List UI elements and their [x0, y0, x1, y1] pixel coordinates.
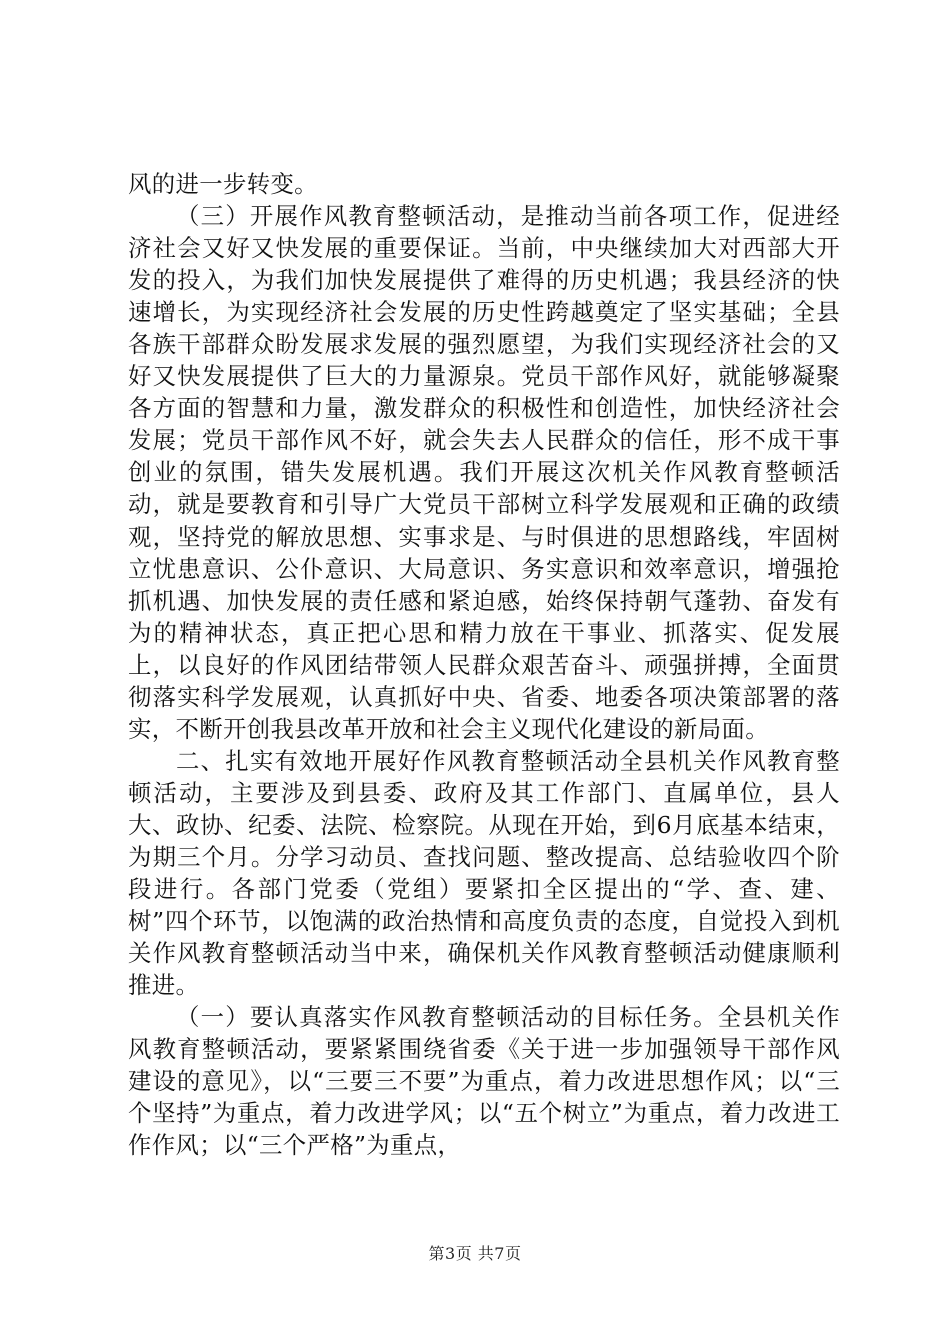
- paragraph-continuation: 风的进一步转变。: [128, 170, 318, 198]
- paragraph-section-three: （三）开展作风教育整顿活动，是推动当前各项工作，促进经济社会又好又快发展的重要保证。当前，中央继续加大对西部大开发的投入，为我们加快发展提供了难得的历史机遇；我县经济的快速增长，为实现经济社会发展的历史性跨越奠定了坚实基础；全县各族干部群众盼发展求发展的强烈愿望，为我们实现经济社会的又好又快发展提供了巨大的力量源泉。党员干部作风好，就能够凝聚各方面的智慧和力量，激发群众的积极性和创造性，加快经济社会发展；党员干部作风不好，就会失去人民群众的信任，形不成干事创业的氛围，错失发展机遇。我们开展这次机关作风教育整顿活动，就是要教育和引导广大党员干部树立科学发展观和正确的政绩观，坚持党的解放思想、实事求是、与时俱进的思想路线，牢固树立忧患意识、公仆意识、大局意识、务实意识和效率意识，增强抢抓机遇、加快发展的责任感和紧迫感，始终保持朝气蓬勃、奋发有为的精神状态，真正把心思和精力放在干事业、抓落实、促发展上，以良好的作风团结带领人民群众艰苦奋斗、顽强拼搏，全面贯彻落实科学发展观，认真抓好中央、省委、地委各项决策部署的落实，不断开创我县改革开放和社会主义现代化建设的新局面。: [128, 202, 840, 743]
- document-body: [128, 168, 840, 1161]
- paragraph-subsection-one: （一）要认真落实作风教育整顿活动的目标任务。全县机关作风教育整顿活动，要紧紧围绕省委《关于进一步加强领导干部作风建设的意见》，以“三要三不要”为重点，着力改进思想作风；以“三个坚持”为重点，着力改进学风；以“五个树立”为重点，着力改进工作作风；以“三个严格”为重点，: [128, 1003, 840, 1160]
- paragraph-section-two-heading: 二、扎实有效地开展好作风教育整顿活动全县机关作风教育整顿活动，主要涉及到县委、政府及其工作部门、直属单位，县人大、政协、纪委、法院、检察院。从现在开始，到6月底基本结束，为期三个月。分学习动员、查找问题、整改提高、总结验收四个阶段进行。各部门党委（党组）要紧扣全区提出的“学、查、建、树”四个环节，以饱满的政治热情和高度负责的态度，自觉投入到机关作风教育整顿活动当中来，确保机关作风教育整顿活动健康顺利推进。: [128, 746, 840, 1000]
- page-footer: 第3页 共7页: [428, 1244, 522, 1263]
